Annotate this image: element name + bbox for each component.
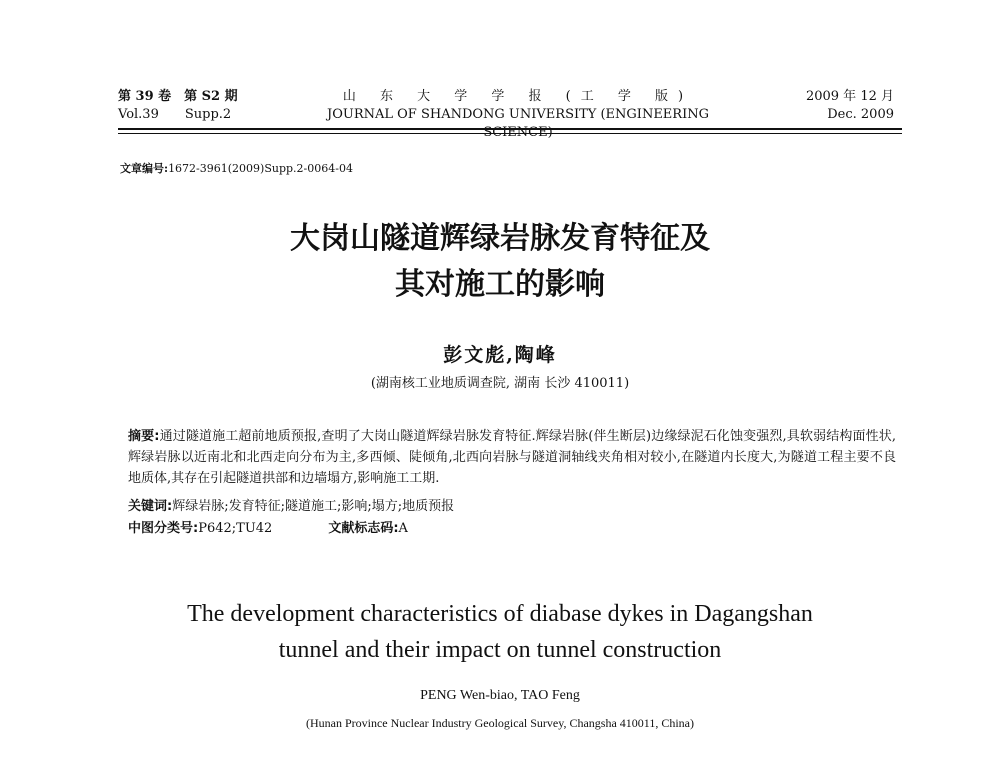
title-zh (0, 216, 1000, 308)
keywords-zh (128, 496, 896, 517)
authors-zh: 彭文彪,陶峰 (443, 344, 557, 366)
title-en-line1: The development characteristics of diabase dykes in Dagangshan (187, 601, 813, 627)
article-number-label: 文章编号: (120, 162, 169, 175)
title-zh-line1: 大岗山隧道辉绿岩脉发育特征及 (290, 221, 710, 256)
abstract-label: 摘要: (128, 429, 160, 444)
authors-en: PENG Wen-biao, TAO Feng (420, 688, 580, 703)
doc-code-value: A (398, 521, 408, 536)
keywords-text: 辉绿岩脉;发育特征;隧道施工;影响;塌方;地质预报 (172, 499, 455, 514)
abstract-text: 通过隧道施工超前地质预报,查明了大岗山隧道辉绿岩脉发育特征.辉绿岩脉(伴生断层)边缘绿泥石化蚀变强烈,具软弱结构面性状,辉绿岩脉以近南北和北西走向分布为主,多西倾、陡倾角,北西向岩脉与隧道洞轴线夹角相对较小,在隧道内长度大,为隧道工程主要不良地质体,其存在引起隧道拱部和边墙塌方,影响施工工期. (128, 429, 896, 486)
title-en-line2: tunnel and their impact on tunnel construction (278, 637, 722, 663)
journal-name-en: JOURNAL OF SHANDONG UNIVERSITY (ENGINEERING SCIENCE) (327, 107, 709, 140)
running-header (118, 88, 894, 140)
header-rule-thick (118, 128, 902, 130)
affiliation-en: (Hunan Province Nuclear Industry Geological Survey, Changsha 410011, China) (305, 716, 695, 730)
article-number-value: 1672-3961(2009)Supp.2-0064-04 (168, 162, 353, 175)
article-number (120, 160, 353, 176)
title-en (0, 596, 1000, 668)
date-zh: 2009 年 12 月 (805, 89, 894, 104)
clc-label: 中图分类号: (128, 521, 199, 536)
doc-code-label: 文献标志码: (328, 521, 399, 536)
title-zh-line2: 其对施工的影响 (395, 267, 605, 302)
date-en: Dec. 2009 (827, 107, 894, 122)
volume-info (118, 88, 238, 124)
header-rule-thin (118, 133, 902, 134)
volume-zh: 第 39 卷 第 S2 期 (118, 89, 238, 104)
classification (128, 518, 896, 539)
keywords-label: 关键词: (128, 499, 173, 514)
affiliation-zh: (湖南核工业地质调查院, 湖南 长沙 410011) (370, 376, 630, 391)
issue-date (806, 88, 894, 124)
journal-name-zh: 山 东 大 学 学 报 (工 学 版) (342, 89, 694, 104)
volume-en: Vol.39 Supp.2 (118, 107, 232, 122)
abstract-zh (128, 426, 896, 489)
clc-value: P642;TU42 (198, 521, 273, 536)
